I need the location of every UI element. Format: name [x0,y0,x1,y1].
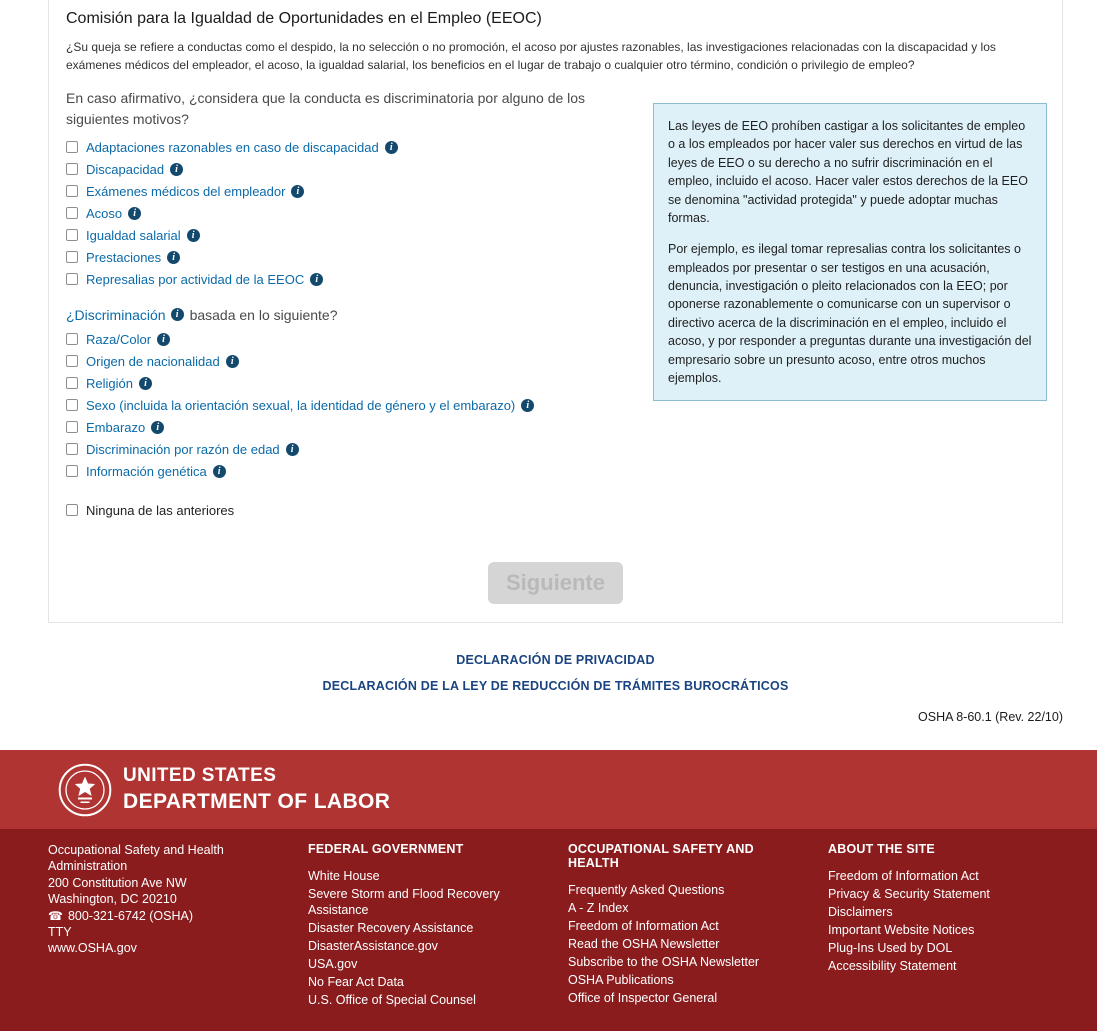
brand-department-of-labor: DEPARTMENT OF LABOR [123,790,391,813]
checkbox-label[interactable]: Prestaciones [86,249,162,265]
checkbox-label[interactable]: Acoso [86,205,123,221]
checkbox-label[interactable]: Adaptaciones razonables en caso de discapacidad [86,139,379,155]
checkbox-label[interactable]: Embarazo [86,419,146,435]
info-icon[interactable] [171,308,184,321]
question-1: En caso afirmativo, ¿considera que la conducta es discriminatoria por alguno de los siguientes motivos? [66,89,586,128]
footer-link-item [828,868,1063,884]
info-icon[interactable] [226,355,239,368]
footer-link-item [568,990,798,1006]
footer-link[interactable]: Freedom of Information Act [568,919,719,933]
agency-address-1: 200 Constitution Ave NW [48,875,187,890]
footer-link[interactable]: A - Z Index [568,901,629,915]
footer-link[interactable]: Frequently Asked Questions [568,883,725,897]
footer-link-item [308,886,508,918]
brand-united-states: UNITED STATES [123,765,277,786]
footer-link-item [308,938,508,954]
eeo-info-box [653,103,1047,401]
footer-link-item [568,954,798,970]
checkbox-label[interactable]: Origen de nacionalidad [86,353,220,369]
checkbox-religion[interactable] [66,377,78,389]
checkbox-label[interactable]: Sexo (incluida la orientación sexual, la identidad de género y el embarazo) [86,397,516,413]
next-button[interactable]: Siguiente [488,562,623,604]
footer-link-item [308,920,508,936]
footer-link[interactable]: Accessibility Statement [828,959,957,973]
paperwork-statement-row [48,677,1063,695]
footer-agency-column [48,842,293,957]
dol-seal [58,763,112,817]
checkbox-embarazo[interactable] [66,421,78,433]
privacy-statement-row [48,651,1063,669]
footer-link[interactable]: U.S. Office of Special Counsel [308,993,476,1007]
checkbox-label[interactable]: Religión [86,375,133,391]
paperwork-reduction-link[interactable]: DECLARACIÓN DE LA LEY DE REDUCCIÓN DE TRÁMITES BUROCRÁTICOS [322,679,789,693]
checkbox-label[interactable]: Exámenes médicos del empleador [86,183,286,199]
footer-link[interactable]: Severe Storm and Flood Recovery Assistance [308,887,500,917]
phone-icon [48,908,63,924]
agency-website-link[interactable]: www.OSHA.gov [48,941,137,956]
checkbox-igualdad-salarial[interactable] [66,229,78,241]
agency-address-2: Washington, DC 20210 [48,892,177,907]
button-row [66,562,1045,604]
footer-link[interactable]: Disaster Recovery Assistance [308,921,474,935]
footer-link-item [308,974,508,990]
dol-wordmark [123,765,390,814]
footer-link[interactable]: Office of Inspector General [568,991,718,1005]
info-icon[interactable] [170,163,183,176]
checkbox-label[interactable]: Ninguna de las anteriores [86,502,235,518]
footer-link-item [308,992,508,1008]
info-icon[interactable] [151,421,164,434]
checkbox-sexo[interactable] [66,399,78,411]
footer-heading: FEDERAL GOVERNMENT [308,842,464,856]
footer-link[interactable]: Freedom of Information Act [828,869,979,883]
checkbox-label[interactable]: Raza/Color [86,331,152,347]
footer-link[interactable]: No Fear Act Data [308,975,404,989]
agency-tty[interactable]: TTY [48,925,72,940]
footer-link-item [308,868,508,884]
checkbox-ninguna[interactable] [66,504,78,516]
footer-column-federal-government [308,842,508,1010]
footer-link[interactable]: Plug-Ins Used by DOL [828,941,953,955]
footer-link-item [568,936,798,952]
footer-link-item [828,886,1063,902]
footer-link[interactable]: Disclaimers [828,905,893,919]
footer-link-item [568,882,798,898]
footer-link[interactable]: Privacy & Security Statement [828,887,990,901]
footer-heading: ABOUT THE SITE [828,842,935,856]
footer-heading: OCCUPATIONAL SAFETY AND HEALTH [568,842,754,870]
agency-name: Occupational Safety and Health Administration [48,843,224,874]
checkbox-raza-color[interactable] [66,333,78,345]
info-icon[interactable] [291,185,304,198]
footer-link[interactable]: DisasterAssistance.gov [308,939,438,953]
footer-link[interactable]: Important Website Notices [828,923,975,937]
checkbox-label[interactable]: Información genética [86,463,207,479]
checkbox-informacion-genetica[interactable] [66,465,78,477]
checkbox-examenes-medicos[interactable] [66,185,78,197]
checkbox-row [66,464,1045,479]
checkbox-label[interactable]: Igualdad salarial [86,227,181,243]
footer-link[interactable]: Read the OSHA Newsletter [568,937,720,951]
footer-link-item [828,922,1063,938]
info-icon[interactable] [157,333,170,346]
info-icon[interactable] [128,207,141,220]
footer-link[interactable]: White House [308,869,380,883]
agency-phone-row [48,908,293,924]
info-box-paragraph-2: Por ejemplo, es ilegal tomar represalias contra los solicitantes o empleados por presentar o ser testigos en una acusación, denuncia, investigación o pleito relacionados con la EEO; por oponerse razonablemente o comunicarse con un supervisor o directivo acerca de la discriminación en el empleo, incluido el acoso, y por responder a preguntas durante una investigación del empresario sobre un presunto acoso, entre otros muchos ejemplos. [668,242,1032,385]
info-icon[interactable] [213,465,226,478]
dol-brand-band [0,750,1097,829]
agency-phone: 800-321-6742 (OSHA) [67,908,194,923]
footer-column-about [828,842,1063,976]
info-icon[interactable] [187,229,200,242]
footer-link[interactable]: USA.gov [308,957,358,971]
form-intro-text: ¿Su queja se refiere a conductas como el despido, la no selección o no promoción, el acoso por ajustes razonables, las investigaciones relacionadas con la discapacidad y los exámenes médicos del empleador, el acoso, la igualdad salarial, los beneficios en el lugar de trabajo o cualquier otro término, condición o privilegio de empleo? [66,40,996,72]
checkbox-represalias[interactable] [66,273,78,285]
page-title: Comisión para la Igualdad de Oportunidades en el Empleo (EEOC) [66,10,542,27]
info-icon[interactable] [167,251,180,264]
checkbox-origen-nacionalidad[interactable] [66,355,78,367]
info-icon[interactable] [139,377,152,390]
footer-column-osha [568,842,798,1008]
checkbox-row [66,442,1045,457]
checkbox-discapacidad[interactable] [66,163,78,175]
info-box-paragraph-1: Las leyes de EEO prohíben castigar a los solicitantes de empleo o a los empleados por hacer valer sus derechos en virtud de las leyes de EEO o su derecho a no sufrir discriminación en el empleo, incluido el acoso. Hacer valer estos derechos de la EEO se denomina "actividad protegida" y puede adoptar muchas formas. [668,119,1028,225]
discrimination-link-text[interactable]: ¿Discriminación [66,306,166,323]
form-number: OSHA 8-60.1 (Rev. 22/10) [918,710,1063,724]
checkbox-prestaciones[interactable] [66,251,78,263]
footer-link[interactable]: Subscribe to the OSHA Newsletter [568,955,760,969]
privacy-statement-link[interactable]: DECLARACIÓN DE PRIVACIDAD [456,653,655,667]
checkbox-label[interactable]: Discapacidad [86,161,165,177]
checkbox-acoso[interactable] [66,207,78,219]
question-2-rest: basada en lo siguiente? [189,306,338,323]
eeoc-form-card [48,0,1063,623]
info-icon[interactable] [286,443,299,456]
checkbox-label[interactable]: Represalias por actividad de la EEOC [86,271,305,287]
checkbox-label[interactable]: Discriminación por razón de edad [86,441,280,457]
footer-link-item [828,904,1063,920]
site-footer [0,829,1097,1031]
info-icon[interactable] [310,273,323,286]
checkbox-adaptaciones[interactable] [66,141,78,153]
footer-link-item [568,972,798,988]
footer-link-item [568,900,798,916]
footer-link-item [568,918,798,934]
footer-link[interactable]: OSHA Publications [568,973,674,987]
info-icon[interactable] [385,141,398,154]
footer-link-item [828,958,1063,974]
checkbox-row-none [66,503,1045,518]
checkbox-edad[interactable] [66,443,78,455]
footer-link-item [828,940,1063,956]
info-icon[interactable] [521,399,534,412]
checkbox-row [66,420,1045,435]
footer-link-item [308,956,508,972]
